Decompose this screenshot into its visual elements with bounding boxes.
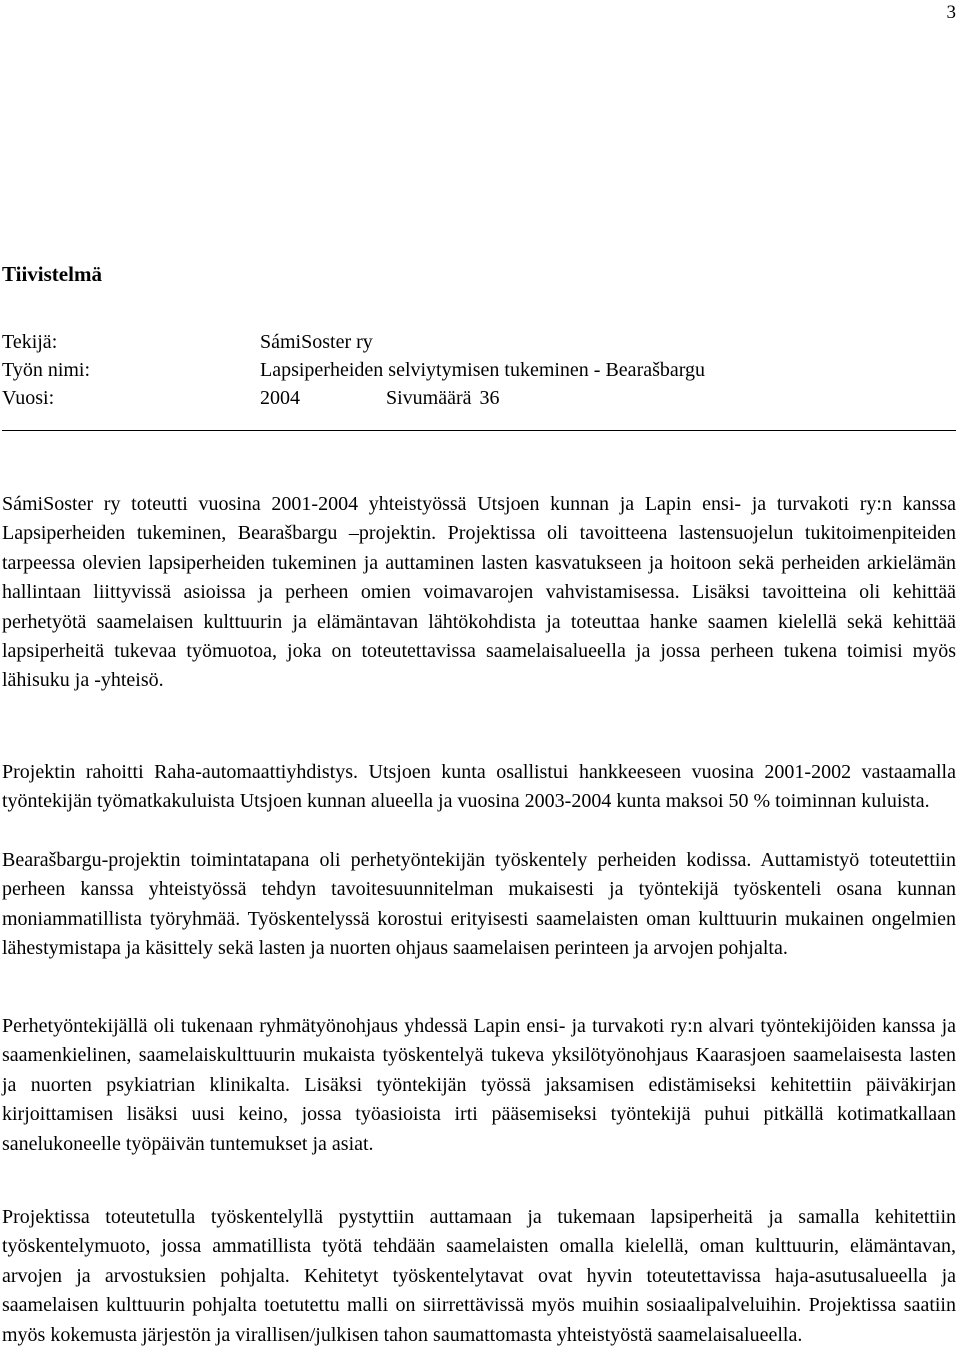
year-label: Vuosi: (2, 387, 55, 409)
page-count-value: 36 (479, 387, 500, 409)
paragraph-funding: Projektin rahoitti Raha-automaattiyhdistys. Utsjoen kunta osallistui hankkeeseen vuosina 2001-2002 vastaamalla työntekijän työmatkakuluista Utsjoen kunnan alueella ja vuosina 2003-2004 kunta maksoi 50 % toiminnan kuluista. (2, 761, 956, 813)
work-title-label: Työn nimi: (2, 359, 91, 381)
paragraph-supervision: Perhetyöntekijällä oli tukenaan ryhmätyönohjaus yhdessä Lapin ensi- ja turvakoti ry:n alvari työntekijöiden kanssa ja saamenkielinen, saamelaiskulttuurin mukaista työskentelyä tukeva yksilötyönohjaus Kaarasjoen saamelaisesta lasten ja nuorten psykiatrian klinikalta. Lisäksi työntekijän työssä jaksamisen edistämiseksi kehitettiin päiväkirjan kirjoittamisen lisäksi uusi keino, jossa työasioista irti pääsemiseksi työntekijä puhui pitkällä kotimatkallaan sanelukoneelle työpäivän tuntemukset ja asiat. (2, 1015, 956, 1155)
page-number: 3 (946, 2, 956, 23)
paragraph-summary: SámiSoster ry toteutti vuosina 2001-2004 yhteistyössä Utsjoen kunnan ja Lapin ensi- ja turvakoti ry:n kanssa Lapsiperheiden tukeminen, Bearašbargu –projektin. Projektissa oli tavoitteena lastensuojelun tukitoimenpiteiden tarpeessa olevien lapsiperheiden tukeminen ja auttaminen lasten kasvatukseen ja hoitoon sekä perheiden arkielämän hallintaan liittyvissä asioissa ja perheen omien voimavarojen vahvistamisessa. Lisäksi tavoitteina oli kehittää perhetyötä saamelaisen kulttuurin ja elämäntavan lähtökohdista ja toteuttaa hanke saamen kielellä sekä kehittää lapsiperheitä tukevaa työmuotoa, joka on toteutettavissa saamelaisalueella ja jossa perheen tukena toimisi myös lähisuku ja -yhteisö. (2, 493, 956, 692)
page-title: Tiivistelmä (2, 262, 102, 286)
page-count-label: Sivumäärä (386, 387, 472, 409)
year-value: 2004 (260, 387, 300, 409)
paragraph-method: Bearašbargu-projektin toimintatapana oli perhetyöntekijän työskentely perheiden kodissa. Auttamistyö toteutettiin perheen kanssa yhteistyössä tehdyn tavoitesuunnitelman mukaisesti ja työntekijä työskenteli osana kunnan moniammatillista työryhmää. Työskentelyssä korostui erityisesti saamelaisten oman kulttuurin mukainen ongelmien lähestymistapa ja käsittely sekä lasten ja nuorten ohjaus saamelaisen perinteen ja arvojen pohjalta. (2, 849, 956, 960)
work-title-value: Lapsiperheiden selviytymisen tukeminen - Bearašbargu (260, 359, 706, 381)
document-metadata (2, 328, 705, 412)
year-row (2, 384, 705, 412)
paragraph-results: Projektissa toteutetulla työskentelyllä pystyttiin auttamaan ja tukemaan lapsiperheitä ja samalla kehitettiin työskentelymuoto, jossa ammatillista työtä tehdään saamelaisten omalla kielellä, oman kulttuurin, elämäntavan, arvojen ja arvostuksien pohjalta. Kehitetyt työskentelytavat ovat hyvin toteutettavissa haja-asutusalueella ja saamelaisen kulttuurin pohjalta toetutettu malli on siirrettävissä myös muihin sosiaalipalveluihin. Projektissa saatiin myös kokemusta järjestön ja virallisen/julkisen tahon saumattomasta yhteistyöstä saamelaisalueella. (2, 1206, 956, 1346)
author-label: Tekijä: (2, 331, 58, 353)
author-row (2, 328, 705, 356)
author-value: SámiSoster ry (260, 331, 373, 353)
divider-line (2, 430, 956, 431)
title-row (2, 356, 705, 384)
